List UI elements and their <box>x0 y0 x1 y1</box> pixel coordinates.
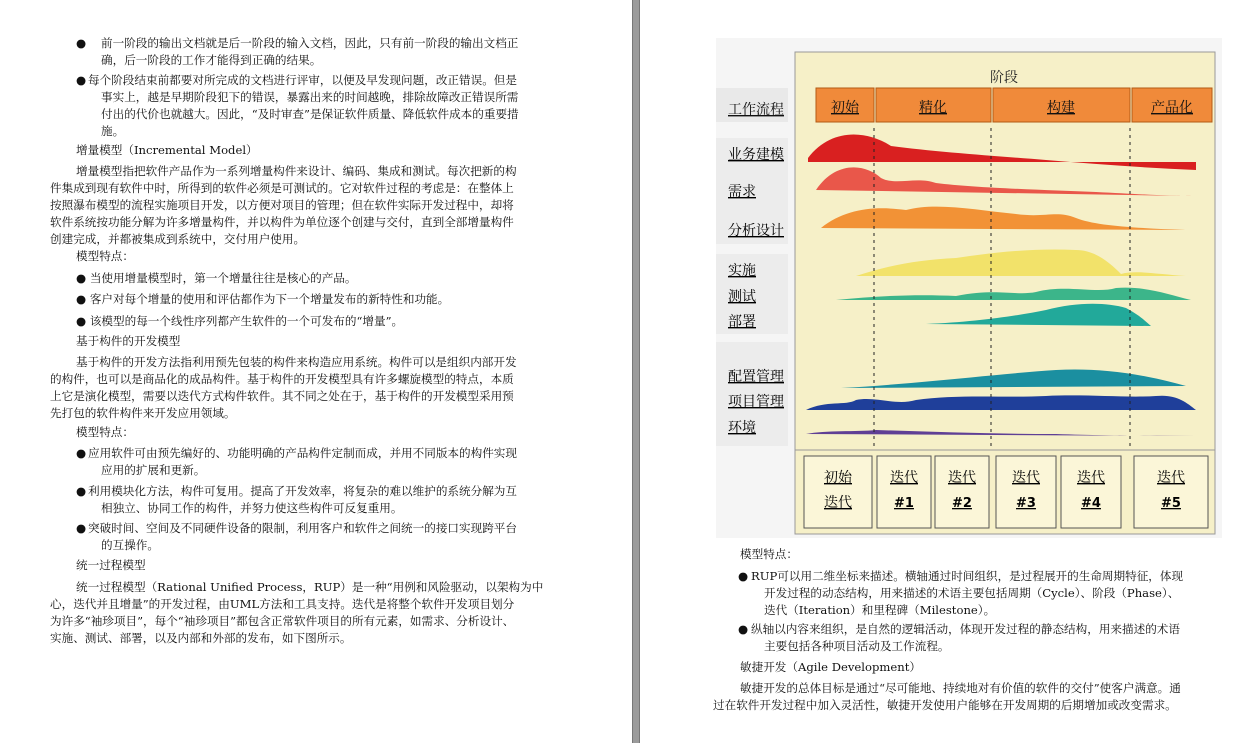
rup-heading: 统一过程模型 <box>76 558 146 572</box>
agile-paragraph: 敏捷开发的总体目标是通过“尽可能地、持续地对有价值的软件的交付”使客户满意。通 过在软件开发过程中加入灵活性，敏捷开发使用户能够在开发周期的后期增加或改变需求。 <box>713 681 1181 712</box>
iteration-label: #4 <box>1081 496 1101 511</box>
iteration-label: 迭代 <box>1077 470 1105 486</box>
workflow-label: 配置管理 <box>728 369 784 385</box>
workflow-label: 实施 <box>728 263 756 279</box>
incremental-paragraph: 增量模型指把软件产品作为一系列增量构件来设计、编码、集成和测试。每次把新的构 件集成到现有软件中时，所得到的软件必须是可测试的。它对软件过程的考虑是：在整体上 按照瀑布模型的流程实施项目开发，以方便对项目的管理；但在软件实际开发过程中，却将 软件系统按功能分解为许多增量构件，并以构件为单位逐个创建与交付，直到全部增量构件 创建完成，并都被集成到系统中，交付用户使用。 <box>50 164 517 246</box>
iteration-box <box>996 456 1056 528</box>
waterfall-bullet-2: 每个阶段结束前都要对所完成的文档进行评审，以便及早发现问题，改正错误。但是 事实上，越是早期阶段犯下的错误，暴露出来的时间越晚，排除故障改正错误所需 付出的代价也就越大。因此，“及时审查”是保证软件质量、降低软件成本的重要措 施。 <box>88 73 519 138</box>
incremental-feature-2: ● 客户对每个增量的使用和评估都作为下一个增量发布的新特性和功能。 <box>76 292 450 306</box>
iteration-box <box>935 456 989 528</box>
phase-label: 精化 <box>919 100 947 116</box>
workflow-header: 工作流程 <box>728 102 784 118</box>
component-feature-1: 应用软件可由预先编好的、功能明确的产品构件定制而成，并用不同版本的构件实现 应用的扩展和更新。 <box>88 446 517 477</box>
rup-feature-1: RUP可以用二维坐标来描述。横轴通过时间组织，是过程展开的生命周期特征，体现 开发过程的动态结构，用来描述的术语主要包括周期（Cycle）、阶段（Phase）、 迭代（Iteration）和里程碑（Milestone）。 <box>751 569 1184 617</box>
iteration-box <box>877 456 931 528</box>
component-paragraph: 基于构件的开发方法指利用预先包装的构件来构造应用系统。构件可以是组织内部开发 的构件，也可以是商品化的成品构件。基于构件的开发模型具有许多螺旋模型的特点，本质 上它是演化模型，需要以迭代方式构件软件。其不同之处在于，基于构件的开发模型采用预 先打包的软件构件来开发应用领域。 <box>50 355 517 420</box>
iteration-box <box>1061 456 1121 528</box>
incremental-feature-1: ● 当使用增量模型时，第一个增量往往是核心的产品。 <box>76 271 357 285</box>
bullet-dot: ● <box>76 484 87 498</box>
rup-feature-2: 纵轴以内容来组织，是自然的逻辑活动，体现开发过程的静态结构，用来描述的术语 主要包括各种项目活动及工作流程。 <box>751 622 1180 653</box>
workflow-label: 测试 <box>728 289 756 305</box>
features-label: 模型特点： <box>76 425 134 439</box>
waterfall-bullet-1: 前一阶段的输出文档就是后一阶段的输入文档，因此，只有前一阶段的输出文档正 确，后一阶段的工作才能得到正确的结果。 <box>101 36 519 67</box>
phase-label: 初始 <box>831 100 859 116</box>
bullet-dot: ● <box>738 569 749 583</box>
iteration-label: #5 <box>1161 496 1181 511</box>
incremental-heading: 增量模型（Incremental Model） <box>76 143 258 157</box>
phase-label: 产品化 <box>1151 100 1193 116</box>
phase-label: 构建 <box>1047 100 1075 116</box>
iteration-label: 迭代 <box>824 495 852 511</box>
component-feature-3: 突破时间、空间及不同硬件设备的限制，利用客户和软件之间统一的接口实现跨平台 的互操作。 <box>88 521 517 552</box>
workflow-label: 环境 <box>728 420 756 436</box>
iteration-label: #1 <box>894 496 914 511</box>
iteration-label: 初始 <box>824 470 852 486</box>
features-label: 模型特点： <box>740 547 798 561</box>
agile-heading: 敏捷开发（Agile Development） <box>740 660 921 674</box>
iteration-box <box>804 456 872 528</box>
rup-paragraph: 统一过程模型（Rational Unified Process，RUP）是一种“用例和风险驱动，以架构为中 心，迭代并且增量”的开发过程，由UML方法和工具支持。迭代是将整个软件开发项目划分 为许多“袖珍项目”，每个“袖珍项目”都包含正常软件项目的所有元素，如需求、分析设计、 实施、测试、部署，以及内部和外部的发布，如下图所示。 <box>50 580 544 645</box>
workflow-label: 需求 <box>728 184 756 200</box>
iteration-label: #2 <box>952 496 972 511</box>
iteration-label: 迭代 <box>948 470 976 486</box>
iteration-label: 迭代 <box>1012 470 1040 486</box>
bullet-dot: ● <box>76 521 87 535</box>
component-feature-2: 利用模块化方法，构件可复用。提高了开发效率，将复杂的难以维护的系统分解为互 相独立、协同工作的构件，并努力使这些构件可反复重用。 <box>88 484 517 515</box>
workflow-label: 分析设计 <box>728 223 784 239</box>
features-label: 模型特点： <box>76 249 134 263</box>
bullet-dot: ● <box>76 36 87 50</box>
bullet-dot: ● <box>76 446 87 460</box>
iteration-label: #3 <box>1016 496 1036 511</box>
iteration-label: 迭代 <box>1157 470 1185 486</box>
rup-diagram <box>716 38 1222 538</box>
workflow-label: 部署 <box>728 314 756 330</box>
workflow-label: 业务建模 <box>728 147 784 163</box>
bullet-dot: ● <box>76 73 87 87</box>
iteration-box <box>1134 456 1208 528</box>
component-heading: 基于构件的开发模型 <box>76 334 181 348</box>
phase-title: 阶段 <box>990 70 1018 86</box>
incremental-feature-3: ● 该模型的每一个线性序列都产生软件的一个可发布的“增量”。 <box>76 314 404 328</box>
bullet-dot: ● <box>738 622 749 636</box>
document-page-right <box>640 0 1247 743</box>
iteration-label: 迭代 <box>890 470 918 486</box>
workflow-label: 项目管理 <box>728 394 784 410</box>
page-gap <box>632 0 640 743</box>
